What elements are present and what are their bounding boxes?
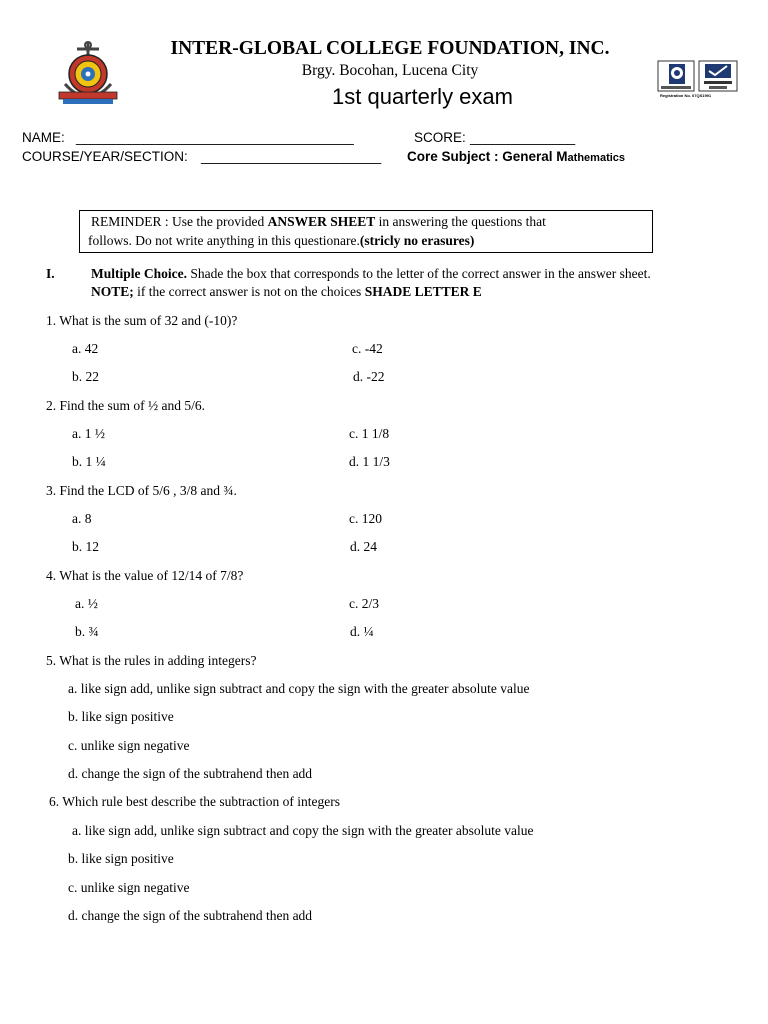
section-note [91, 284, 482, 300]
q3-choice-d: d. 24 [350, 539, 377, 554]
exam-title: 1st quarterly exam [332, 84, 513, 109]
reminder-line-1 [91, 214, 546, 230]
q2-choice-c: c. 1 1/8 [349, 426, 390, 441]
q6-choice-c: c. unlike sign negative [68, 880, 190, 895]
q5-choice-c: c. unlike sign negative [68, 738, 190, 753]
q3-choice-c: c. 120 [349, 511, 382, 526]
q1-choice-d: d. -22 [353, 369, 385, 384]
q1-choice-b: b. 22 [72, 369, 99, 384]
name-label: NAME: [22, 130, 65, 145]
reminder-text: REMINDER : Use the provided [91, 214, 268, 229]
reminder-no-erasures: (stricly no erasures) [359, 233, 475, 248]
core-subject-label [407, 149, 625, 164]
q2-choice-a: a. 1 ½ [72, 426, 105, 441]
core-subject-text: Core Subject : General M [407, 149, 568, 164]
note-emphasis: SHADE LETTER E [364, 284, 482, 299]
q1-choice-c: c. -42 [352, 341, 383, 356]
section-title: Multiple Choice. [91, 266, 187, 281]
note-label: NOTE; [91, 284, 134, 299]
q5-choice-b: b. like sign positive [68, 709, 174, 724]
q3-choice-b: b. 12 [72, 539, 99, 554]
q2-choice-d: d. 1 1/3 [349, 454, 390, 469]
name-field-line: _____________________________________ [76, 130, 354, 145]
question-6: 6. Which rule best describe the subtraction of integers [49, 794, 341, 809]
reminder-line-2 [88, 233, 474, 249]
question-1: 1. What is the sum of 32 and (-10)? [46, 313, 238, 328]
reminder-text-2: follows. Do not write anything in this questionare. [88, 233, 360, 248]
question-3: 3. Find the LCD of 5/6 , 3/8 and ¾. [46, 483, 237, 498]
q4-choice-a: a. ½ [75, 596, 98, 611]
q4-choice-d: d. ¼ [350, 624, 374, 639]
q5-choice-d: d. change the sign of the subtrahend then add [68, 766, 313, 781]
course-year-section-field-line: ________________________ [201, 149, 382, 164]
q5-choice-a: a. like sign add, unlike sign subtract and copy the sign with the greater absolute value [68, 681, 530, 696]
q6-choice-b: b. like sign positive [68, 851, 174, 866]
q2-choice-b: b. 1 ¼ [72, 454, 106, 469]
q4-choice-c: c. 2/3 [349, 596, 379, 611]
question-5: 5. What is the rules in adding integers? [46, 653, 257, 668]
question-4: 4. What is the value of 12/14 of 7/8? [46, 568, 244, 583]
section-instruction [91, 266, 651, 282]
college-name: INTER-GLOBAL COLLEGE FOUNDATION, INC. [170, 38, 610, 59]
reminder-answer-sheet: ANSWER SHEET [267, 214, 376, 229]
q6-choice-d: d. change the sign of the subtrahend then add [68, 908, 313, 923]
college-address: Brgy. Bocohan, Lucena City [301, 62, 479, 79]
q1-choice-a: a. 42 [72, 341, 99, 356]
q3-choice-a: a. 8 [72, 511, 92, 526]
q6-choice-a: a. like sign add, unlike sign subtract and copy the sign with the greater absolute value [72, 823, 534, 838]
score-label: SCORE: [414, 130, 466, 145]
core-subject-text-small: athematics [567, 152, 626, 164]
note-text: if the correct answer is not on the choices [133, 284, 365, 299]
reminder-text-cont: in answering the questions that [375, 214, 546, 229]
score-field-line: ______________ [470, 130, 576, 145]
course-year-section-label: COURSE/YEAR/SECTION: [22, 149, 188, 164]
certification-caption: Registration No. 07QS1991 [660, 93, 712, 98]
section-number: I. [46, 266, 55, 281]
section-instruction-text: Shade the box that corresponds to the letter of the correct answer in the answer sheet. [187, 266, 651, 281]
q4-choice-b: b. ¾ [75, 624, 99, 639]
question-2: 2. Find the sum of ½ and 5/6. [46, 398, 205, 413]
